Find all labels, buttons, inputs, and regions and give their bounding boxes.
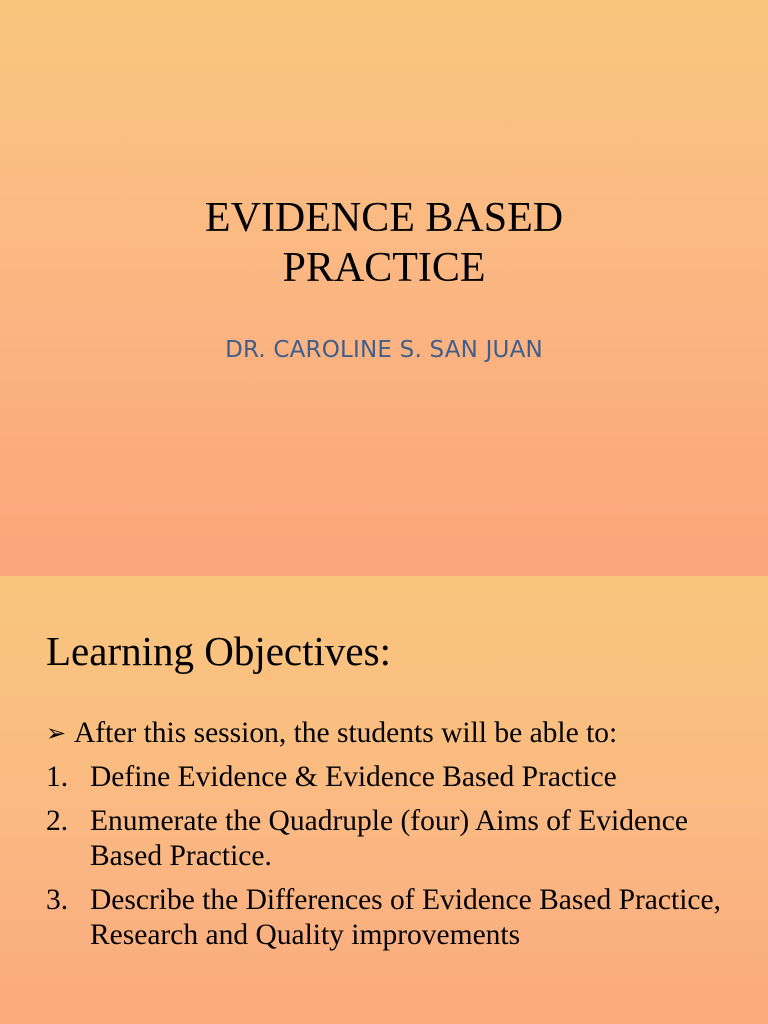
objective-item-1 [46, 760, 746, 795]
slide-title [0, 193, 768, 293]
objective-text: Define Evidence & Evidence Based Practice [90, 761, 617, 793]
title-line-2: PRACTICE [282, 245, 486, 291]
title-line-1: EVIDENCE BASED [204, 195, 564, 241]
objective-number: 2. [46, 805, 69, 837]
objective-text: Describe the Differences of Evidence Based Practice, Research and Quality improvements [90, 884, 721, 951]
objective-item-3 [46, 883, 746, 953]
objectives-list [46, 716, 746, 962]
objective-number: 3. [46, 884, 69, 916]
slide-subtitle-author: DR. CAROLINE S. SAN JUAN [225, 337, 543, 363]
objectives-intro-text: After this session, the students will be able to: [74, 717, 618, 749]
objective-number: 1. [46, 761, 69, 793]
objectives-heading: Learning Objectives: [46, 628, 391, 674]
objectives-slide [0, 576, 768, 1024]
objectives-intro [46, 716, 746, 751]
objective-item-2 [46, 804, 746, 874]
arrow-bullet-icon: ➢ [46, 719, 67, 747]
objective-text: Enumerate the Quadruple (four) Aims of Evidence Based Practice. [90, 805, 688, 872]
